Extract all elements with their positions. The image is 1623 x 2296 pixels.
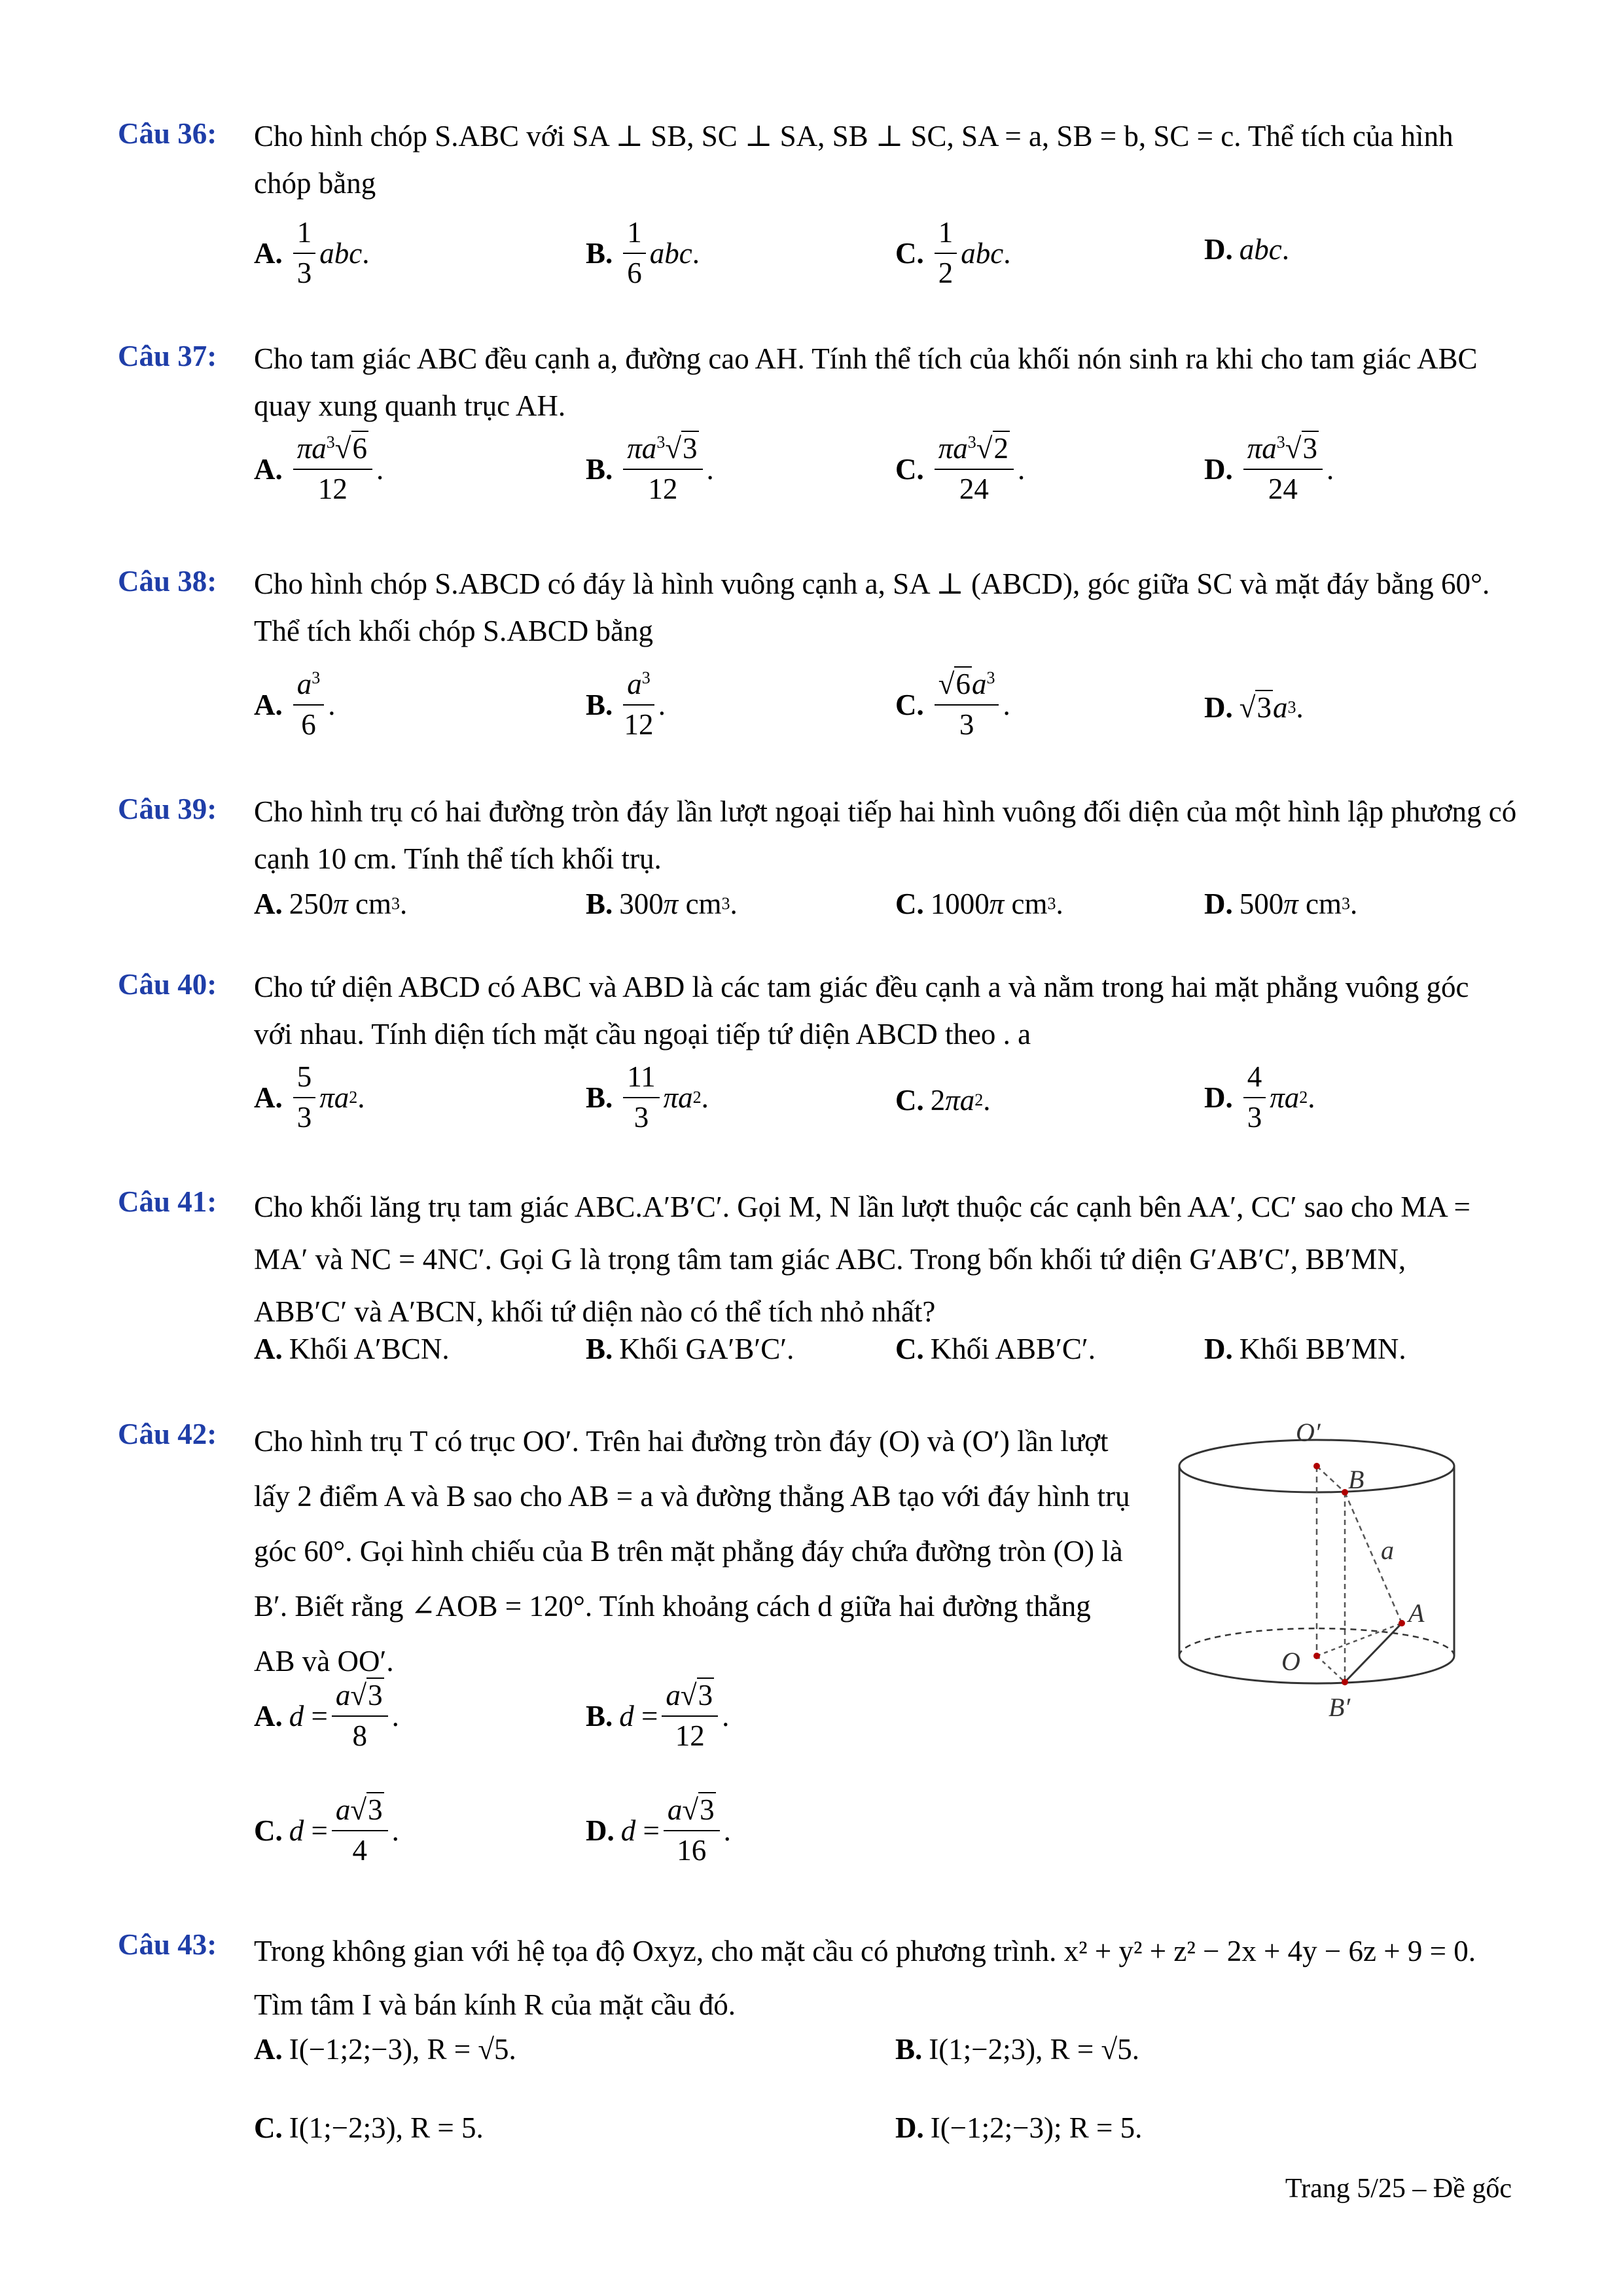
option-d[interactable]: D. $\frac{\pi a^3√3}{24}$ . <box>1204 432 1334 505</box>
point-a <box>1399 1620 1405 1626</box>
question-stem: Cho tam giác ABC đều cạnh a, đường cao AH. Tính thể tích của khối nón sinh ra khi cho tam giác ABC quay xung quanh trục AH. <box>254 342 1478 422</box>
question-stem: Cho khối lăng trụ tam giác ABC.A′B′C′. Gọi M, N lần lượt thuộc các cạnh bên AA′, CC′ sao cho MA = MA′ và NC = 4NC′. Gọi G là trọng tâm tam giác ABC. Trong bốn khối tứ diện G′AB′C′, BB′MN, ABB′C′ và A′BCN, khối tứ diện nào có thể tích nhỏ nhất? <box>254 1191 1471 1328</box>
cylinder-figure <box>1171 1407 1466 1741</box>
option-c[interactable]: C. I(1;−2;3), R = 5. <box>254 2111 484 2144</box>
option-d[interactable]: D. I(−1;2;−3); R = 5. <box>895 2111 1143 2144</box>
option-d[interactable]: D. 500 π cm 3 . <box>1204 888 1358 920</box>
bottom-base-front <box>1179 1656 1454 1683</box>
option-b[interactable]: B. $\frac{\pi a^3√3}{12}$ . <box>586 432 714 505</box>
option-b[interactable]: B. I(1;−2;3), R = √5. <box>895 2033 1139 2066</box>
option-b[interactable]: B. $\frac{1}{6}$ abc . <box>586 216 700 289</box>
option-b[interactable]: B. d = $\frac{a√3}{12}$ . <box>586 1679 730 1752</box>
option-a[interactable]: A. $\frac{1}{3}$ abc . <box>254 216 370 289</box>
option-c[interactable]: C. 2 πa 2 . <box>895 1084 991 1117</box>
option-a[interactable]: A. $\frac{\pi a^3√6}{12}$ . <box>254 432 384 505</box>
label-o-prime: O′ <box>1296 1418 1321 1447</box>
question-number: Câu 40: <box>118 968 217 1001</box>
option-a[interactable]: A. $\frac{5}{3}$ πa 2 . <box>254 1060 365 1134</box>
option-a[interactable]: A. I(−1;2;−3), R = √5. <box>254 2033 516 2066</box>
bottom-base-back <box>1179 1628 1454 1656</box>
question-number: Câu 41: <box>118 1185 217 1218</box>
question-number: Câu 43: <box>118 1928 217 1961</box>
segment-ob-prime <box>1317 1656 1345 1682</box>
option-c[interactable]: C. Khối ABB′C′. <box>895 1333 1096 1365</box>
point-b <box>1342 1489 1348 1496</box>
label-b-prime: B′ <box>1329 1693 1351 1722</box>
point-o-prime <box>1313 1463 1320 1469</box>
page-footer: Trang 5/25 – Đề gốc <box>1285 2174 1512 2204</box>
option-c[interactable]: C. $\frac{√6a^3}{3}$ . <box>895 668 1010 741</box>
question-number: Câu 36: <box>118 117 217 150</box>
option-b[interactable]: B. $\frac{11}{3}$ πa 2 . <box>586 1060 709 1134</box>
option-b[interactable]: B. Khối GA′B′C′. <box>586 1333 794 1365</box>
option-c[interactable]: C. d = $\frac{a√3}{4}$ . <box>254 1793 399 1867</box>
option-d[interactable]: D. √3 a 3 . <box>1204 691 1304 724</box>
question-number: Câu 37: <box>118 340 217 372</box>
label-o: O <box>1281 1647 1300 1676</box>
option-a[interactable]: A. Khối A′BCN. <box>254 1333 450 1365</box>
question-stem: Cho hình chóp S.ABC với SA ⊥ SB, SC ⊥ SA, SB ⊥ SC, SA = a, SB = b, SC = c. Thể tích của hình chóp bằng <box>254 120 1454 200</box>
label-b: B <box>1348 1465 1364 1494</box>
label-a: A <box>1408 1598 1425 1628</box>
question-stem: Cho tứ diện ABCD có ABC và ABD là các tam giác đều cạnh a và nằm trong hai mặt phẳng vuông góc với nhau. Tính diện tích mặt cầu ngoại tiếp tứ diện ABCD theo . a <box>254 971 1469 1050</box>
question-stem: Cho hình trụ có hai đường tròn đáy lần lượt ngoại tiếp hai hình vuông đối diện của một hình lập phương có cạnh 10 cm. Tính thể tích khối trụ. <box>254 795 1517 875</box>
option-c[interactable]: C. $\frac{1}{2}$ abc . <box>895 216 1011 289</box>
segment-ab-prime <box>1345 1623 1402 1682</box>
question-number: Câu 42: <box>118 1418 217 1450</box>
question-number: Câu 39: <box>118 793 217 825</box>
option-c[interactable]: C. 1000 π cm 3 . <box>895 888 1063 920</box>
question-number: Câu 38: <box>118 565 217 598</box>
option-a[interactable]: A. d = $\frac{a√3}{8}$ . <box>254 1679 399 1752</box>
point-b-prime <box>1342 1679 1348 1685</box>
option-b[interactable]: B. 300 π cm 3 . <box>586 888 738 920</box>
segment-o-prime-b <box>1317 1466 1345 1492</box>
option-d[interactable]: D. d = $\frac{a√3}{16}$ . <box>586 1793 731 1867</box>
question-stem: Trong không gian với hệ tọa độ Oxyz, cho mặt cầu có phương trình. x² + y² + z² − 2x + 4y − 6z + 9 = 0. Tìm tâm I và bán kính R của mặt cầu đó. <box>254 1935 1476 2021</box>
question-stem: Cho hình trụ T có trục OO′. Trên hai đường tròn đáy (O) và (O′) lần lượt lấy 2 điểm A và B sao cho AB = a và đường thẳng AB tạo với đáy hình trụ góc 60°. Gọi hình chiếu của B trên mặt phẳng đáy chứa đường tròn (O) là B′. Biết rằng ∠AOB = 120°. Tính khoảng cách d giữa hai đường thẳng AB và OO′. <box>254 1425 1130 1677</box>
option-d[interactable]: D. $\frac{4}{3}$ πa 2 . <box>1204 1060 1315 1134</box>
point-o <box>1313 1653 1320 1659</box>
option-b[interactable]: B. $\frac{a^3}{12}$ . <box>586 668 666 741</box>
option-a[interactable]: A. 250 π cm 3 . <box>254 888 408 920</box>
option-a[interactable]: A. $\frac{a^3}{6}$ . <box>254 668 336 741</box>
label-a-length: a <box>1381 1535 1394 1565</box>
option-d[interactable]: D. abc . <box>1204 233 1289 266</box>
option-d[interactable]: D. Khối BB′MN. <box>1204 1333 1406 1365</box>
option-c[interactable]: C. $\frac{\pi a^3√2}{24}$ . <box>895 432 1026 505</box>
question-stem: Cho hình chóp S.ABCD có đáy là hình vuông cạnh a, SA ⊥ (ABCD), góc giữa SC và mặt đáy bằng 60°. Thể tích khối chóp S.ABCD bằng <box>254 567 1490 647</box>
